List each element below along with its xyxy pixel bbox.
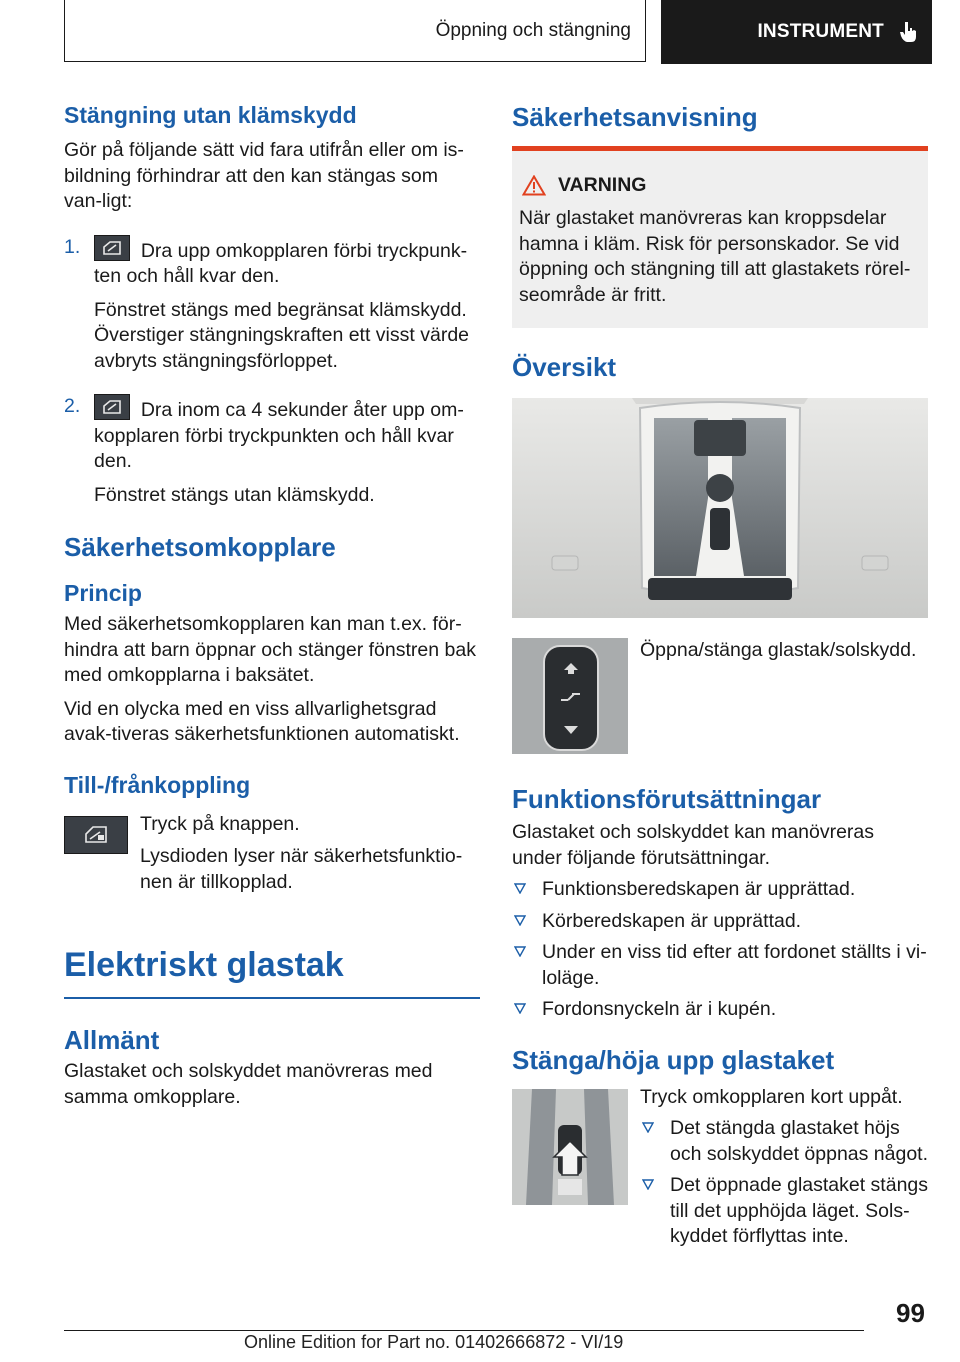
paragraph-princip-1: Med säkerhetsomkopplaren kan man t.ex. för-hindra att barn öppnar och stänger fönstren bak med omkopplarna i baksätet. <box>64 613 476 686</box>
bullet-triangle-icon <box>642 1178 654 1190</box>
list-item-text: Funktionsberedskapen är upprättad. <box>542 878 856 900</box>
footer-rule <box>64 1330 864 1331</box>
tillfran-block <box>64 812 480 896</box>
footer-edition: Online Edition for Part no. 01402666872 - VI/19 <box>244 1332 624 1352</box>
list-item-text: Fordonsnyckeln är i kupén. <box>542 998 777 1020</box>
heading-sakerhetsomkopplare: Säkerhetsomkopplare <box>64 532 336 562</box>
window-switch-icon <box>94 394 130 420</box>
list-item-text: Körberedskapen är upprättad. <box>542 909 802 932</box>
hand-pointer-icon <box>898 20 920 44</box>
paragraph-allmant: Glastaket och solskyddet manövreras med samma omkopplare. <box>64 1060 433 1108</box>
list-item <box>512 877 928 903</box>
warning-triangle-icon <box>522 175 546 196</box>
paragraph-klamskydd: Gör på följande sätt vid fara utifrån eller om is-bildning förhindrar att den kan stängas som van-ligt: <box>64 139 464 212</box>
warning-title: VARNING <box>558 174 647 196</box>
page-number: 99 <box>896 1298 925 1328</box>
bullet-triangle-icon <box>514 1002 526 1014</box>
bullet-triangle-icon <box>514 882 526 894</box>
paragraph-princip-2: Vid en olycka med en viss allvarlighetsgrad avak-tiveras säkerhetsfunktionen automatiskt. <box>64 697 460 745</box>
step-number: 1. <box>64 235 81 258</box>
switch-detail <box>512 638 928 754</box>
step-text: Dra upp omkopplaren förbi tryckpunk-ten och håll kvar den. <box>94 239 468 287</box>
window-switch-icon <box>94 235 130 261</box>
list-item <box>512 997 928 1023</box>
child-lock-icon <box>64 816 128 854</box>
list-item-text: Det stängda glastaket höjs och solskyddet öppnas något. <box>670 1117 929 1165</box>
condition-list <box>512 877 928 1023</box>
section-title-text: Öppning och stängning <box>435 19 631 41</box>
paragraph-tillfran-2: Lysdioden lyser när säkerhetsfunktio-nen är tillkopplad. <box>140 845 463 893</box>
bullet-triangle-icon <box>514 945 526 957</box>
step-text: Dra inom ca 4 sekunder åter upp om-kopplaren förbi tryckpunkten och håll kvar den. <box>94 399 464 472</box>
chapter-rule <box>64 997 480 999</box>
list-item <box>512 940 928 991</box>
list-item <box>512 909 928 935</box>
list-item <box>640 1116 928 1167</box>
paragraph-tillfran-1: Tryck på knappen. <box>140 812 300 835</box>
chapter-title-text: INSTRUMENT <box>757 21 884 42</box>
push-up-photo <box>512 1089 628 1205</box>
section-title <box>64 0 646 62</box>
list-item <box>640 1173 928 1250</box>
heading-funktion: Funktionsförutsättningar <box>512 784 822 814</box>
left-column <box>64 100 480 1110</box>
heading-princip: Princip <box>64 580 142 606</box>
paragraph-stanga: Tryck omkopplaren kort uppåt. <box>640 1085 903 1108</box>
stanga-block <box>512 1085 928 1245</box>
heading-chapter: Elektriskt glastak <box>64 946 344 984</box>
switch-caption: Öppna/stänga glastak/solskydd. <box>640 639 917 661</box>
paragraph-funktion: Glastaket och solskyddet kan manövreras under följande förutsättningar. <box>512 821 875 869</box>
heading-oversikt: Översikt <box>512 352 617 382</box>
bullet-triangle-icon <box>514 914 526 926</box>
overhead-console-photo <box>512 398 928 618</box>
step-result: Fönstret stängs med begränsat klämskydd. Överstiger stängningskraften ett visst värde avbryts stängningsförloppet. <box>94 298 470 372</box>
page-header <box>64 0 932 64</box>
step-item <box>64 394 480 508</box>
warning-box <box>512 146 928 328</box>
heading-tillfran: Till-/frånkoppling <box>64 771 251 798</box>
heading-allmant: Allmänt <box>64 1025 160 1055</box>
heading-klamskydd: Stängning utan klämskydd <box>64 102 357 128</box>
list-item-text: Det öppnade glastaket stängs till det upphöjda läget. Sols-kyddet förflyttas inte. <box>670 1174 929 1247</box>
chapter-tab <box>661 0 932 64</box>
heading-sakerhetsanvisning: Säkerhetsanvisning <box>512 102 758 132</box>
list-item-text: Under en viss tid efter att fordonet ställts i vi-loläge. <box>542 941 927 989</box>
bullet-triangle-icon <box>642 1121 654 1133</box>
heading-stanga: Stänga/höja upp glastaket <box>512 1044 835 1075</box>
warning-text: När glastaket manövreras kan kroppsdelar hamna i kläm. Risk för personskador. Se vid öppning och stängning till att glastakets rörel-seområde är fritt. <box>519 207 911 306</box>
step-number: 2. <box>64 395 81 417</box>
step-item <box>64 235 480 375</box>
step-result: Fönstret stängs utan klämskydd. <box>94 483 375 506</box>
right-column <box>512 100 928 1245</box>
roof-switch-photo <box>512 638 628 754</box>
